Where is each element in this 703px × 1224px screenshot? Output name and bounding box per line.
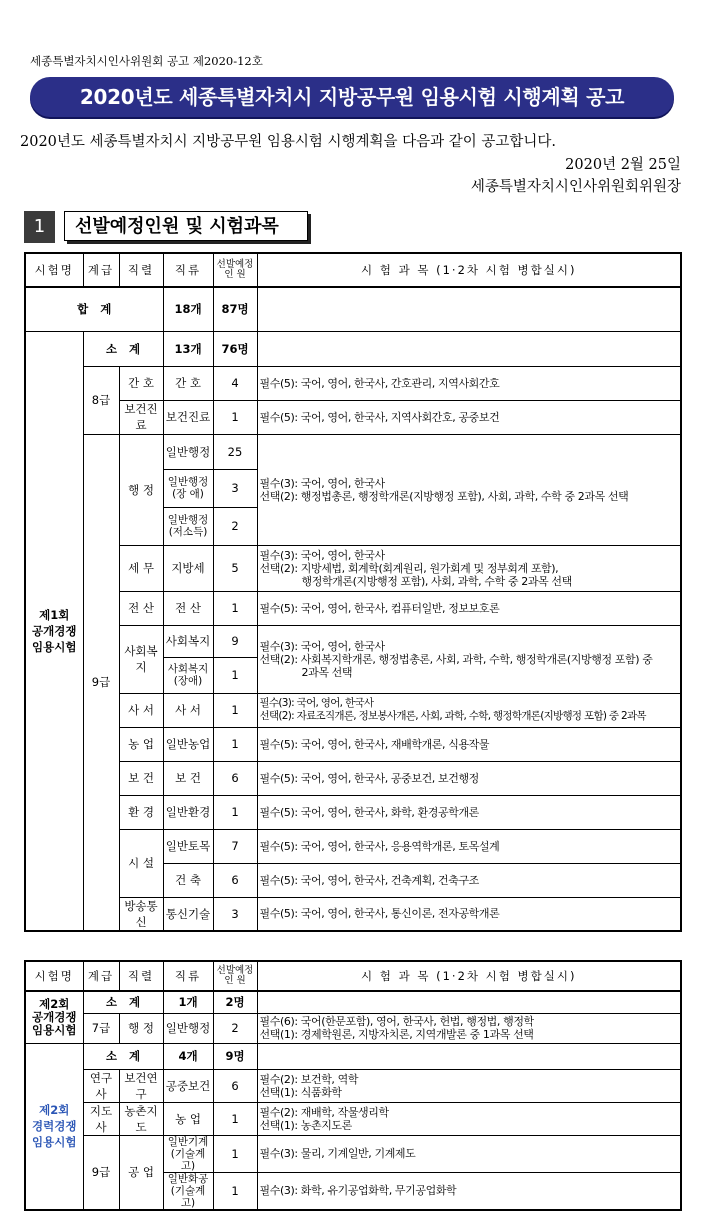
table-row [25,727,681,761]
series-cell: 보건연구 [119,1069,163,1102]
header-quota: 선발예정 인 원 [213,961,257,991]
exam-table-1 [24,252,682,932]
series-cell: 행 정 [119,434,163,545]
subjects-cell: 필수(2): 재배학, 작물생리학 선택(1): 농촌지도론 [257,1102,681,1135]
quota-cell: 1 [213,795,257,829]
subtotal-count: 1개 [163,991,213,1013]
subjects-cell: 필수(5): 국어, 영어, 한국사, 통신이론, 전자공학개론 [257,897,681,931]
subjects-cell: 필수(5): 국어, 영어, 한국사, 화학, 환경공학개론 [257,795,681,829]
subtotal-count: 4개 [163,1043,213,1069]
subtotal-label: 소 계 [83,331,163,366]
category-cell: 사회복지 [163,625,213,657]
header-category: 직류 [163,253,213,287]
quota-cell: 6 [213,761,257,795]
subjects-cell: 필수(3): 국어, 영어, 한국사 선택(2): 자료조직개론, 정보봉사개론, 사회, 과학, 수학, 행정학개론(지방행정 포함) 중 2과목 [257,693,681,727]
quota-cell: 9 [213,625,257,657]
notice-number: 세종특별자치시인사위원회 공고 제2020-12호 [30,54,263,68]
exam-name-2: 제2회 공개경쟁 임용시험 [25,991,83,1043]
page-title: 2020년도 세종특별자치시 지방공무원 임용시험 시행계획 공고 [30,77,674,117]
table-row [25,829,681,863]
exam-name-1: 제1회 공개경쟁 임용시험 [25,331,83,931]
subtotal-num: 9명 [213,1043,257,1069]
quota-cell: 6 [213,863,257,897]
table-row [25,897,681,931]
subjects-cell: 필수(5): 국어, 영어, 한국사, 지역사회간호, 공중보건 [257,400,681,434]
intro-text: 2020년도 세종특별자치시 지방공무원 임용시험 시행계획을 다음과 같이 공고합니다. [20,134,557,150]
subtotal-count: 13개 [163,331,213,366]
table-row [25,761,681,795]
series-cell: 전 산 [119,591,163,625]
quota-cell: 6 [213,1069,257,1102]
category-cell: 간 호 [163,366,213,400]
subjects-cell: 필수(2): 보건학, 역학 선택(1): 식품화학 [257,1069,681,1102]
table-header-row [25,961,681,991]
series-cell: 사회복지 [119,625,163,693]
category-cell: 보건진료 [163,400,213,434]
category-cell: 일반환경 [163,795,213,829]
category-cell: 농 업 [163,1102,213,1135]
category-cell: 일반기계 (기술계고) [163,1135,213,1172]
table-row [25,1013,681,1043]
table-row [25,1135,681,1172]
header-subjects: 시 험 과 목 (1·2차 시험 병합실시) [257,253,681,287]
grade-cell: 지도사 [83,1102,119,1135]
quota-cell: 2 [213,1013,257,1043]
series-cell: 보 건 [119,761,163,795]
quota-cell: 1 [213,693,257,727]
subtotal-num: 76명 [213,331,257,366]
header-category: 직류 [163,961,213,991]
quota-cell: 25 [213,434,257,469]
quota-cell: 1 [213,400,257,434]
subjects-cell: 필수(5): 국어, 영어, 한국사, 공중보건, 보건행정 [257,761,681,795]
series-cell: 보건진료 [119,400,163,434]
header-exam: 시험명 [25,961,83,991]
subjects-cell: 필수(3): 국어, 영어, 한국사 선택(2): 사회복지학개론, 행정법총론, 사회, 과학, 수학, 행정학개론(지방행정 포함) 중 2과목 선택 [257,625,681,693]
category-cell: 일반행정 [163,1013,213,1043]
category-cell: 일반행정 (장 애) [163,469,213,507]
category-cell: 보 건 [163,761,213,795]
header-exam: 시험명 [25,253,83,287]
table-row [25,545,681,591]
quota-cell: 3 [213,897,257,931]
subjects-cell: 필수(6): 국어(한문포함), 영어, 한국사, 헌법, 행정법, 행정학 선택(1): 경제학원론, 지방자치론, 지역개발론 중 1과목 선택 [257,1013,681,1043]
series-cell: 사 서 [119,693,163,727]
issuing-organization: 세종특별자치시인사위원회위원장 [470,179,681,195]
header-series: 직렬 [119,961,163,991]
exam-name-3: 제2회 경력경쟁 임용시험 [25,1043,83,1210]
quota-cell: 1 [213,657,257,693]
grade-8: 8급 [83,366,119,434]
grade-9: 9급 [83,434,119,931]
series-cell: 행 정 [119,1013,163,1043]
series-cell: 농촌지도 [119,1102,163,1135]
quota-cell: 1 [213,1135,257,1172]
category-cell: 건 축 [163,863,213,897]
subtotal-num: 2명 [213,991,257,1013]
table-row [25,1069,681,1102]
series-cell: 간 호 [119,366,163,400]
subtotal-row [25,991,681,1013]
category-cell: 전 산 [163,591,213,625]
category-cell: 공중보건 [163,1069,213,1102]
subtotal-row [25,331,681,366]
category-cell: 일반토목 [163,829,213,863]
subjects-cell: 필수(5): 국어, 영어, 한국사, 응용역학개론, 토목설계 [257,829,681,863]
table-row [25,434,681,469]
quota-cell: 1 [213,727,257,761]
section-title: 선발예정인원 및 시험과목 [64,211,308,241]
total-num: 87명 [213,287,257,331]
grade-cell: 9급 [83,1135,119,1210]
notice-date: 2020년 2월 25일 [565,157,681,173]
subjects-cell: 필수(3): 국어, 영어, 한국사 선택(2): 지방세법, 회계학(회계원리, 원가회계 및 정부회계 포함), 행정학개론(지방행정 포함), 사회, 과학, 수학 중 2과목 선택 [257,545,681,591]
category-cell: 사회복지 (장애) [163,657,213,693]
quota-cell: 3 [213,469,257,507]
total-count: 18개 [163,287,213,331]
subtotal-label: 소 계 [83,1043,163,1069]
subjects-cell: 필수(3): 국어, 영어, 한국사 선택(2): 행정법총론, 행정학개론(지방행정 포함), 사회, 과학, 수학 중 2과목 선택 [257,434,681,545]
table-row [25,591,681,625]
table-row [25,625,681,657]
header-series: 직렬 [119,253,163,287]
category-cell: 일반농업 [163,727,213,761]
quota-cell: 7 [213,829,257,863]
series-cell: 시 설 [119,829,163,897]
subtotal-row [25,1043,681,1069]
table-row [25,693,681,727]
series-cell: 농 업 [119,727,163,761]
quota-cell: 5 [213,545,257,591]
quota-cell: 1 [213,591,257,625]
subjects-cell: 필수(5): 국어, 영어, 한국사, 컴퓨터일반, 정보보호론 [257,591,681,625]
series-cell: 세 무 [119,545,163,591]
exam-table-2 [24,960,682,1211]
category-cell: 사 서 [163,693,213,727]
category-cell: 일반행정 [163,434,213,469]
subjects-cell: 필수(5): 국어, 영어, 한국사, 간호관리, 지역사회간호 [257,366,681,400]
category-cell: 지방세 [163,545,213,591]
subjects-cell: 필수(5): 국어, 영어, 한국사, 재배학개론, 식용작물 [257,727,681,761]
series-cell: 환 경 [119,795,163,829]
series-cell: 방송통신 [119,897,163,931]
quota-cell: 4 [213,366,257,400]
header-quota: 선발예정 인 원 [213,253,257,287]
table-row [25,400,681,434]
category-cell: 통신기술 [163,897,213,931]
category-cell: 일반화공 (기술계고) [163,1172,213,1210]
category-cell: 일반행정 (저소득) [163,507,213,545]
quota-cell: 2 [213,507,257,545]
series-cell: 공 업 [119,1135,163,1210]
total-label: 합 계 [25,287,163,331]
section-number: 1 [24,211,55,243]
quota-cell: 1 [213,1172,257,1210]
grade-cell: 7급 [83,1013,119,1043]
subtotal-label: 소 계 [83,991,163,1013]
subjects-cell: 필수(3): 화학, 유기공업화학, 무기공업화학 [257,1172,681,1210]
subjects-cell: 필수(5): 국어, 영어, 한국사, 건축계획, 건축구조 [257,863,681,897]
total-row [25,287,681,331]
subjects-cell: 필수(3): 물리, 기계일반, 기계제도 [257,1135,681,1172]
header-grade: 계급 [83,253,119,287]
header-subjects: 시 험 과 목 (1·2차 시험 병합실시) [257,961,681,991]
header-grade: 계급 [83,961,119,991]
quota-cell: 1 [213,1102,257,1135]
grade-cell: 연구사 [83,1069,119,1102]
table-row [25,366,681,400]
table-row [25,795,681,829]
table-header-row [25,253,681,287]
table-row [25,1102,681,1135]
